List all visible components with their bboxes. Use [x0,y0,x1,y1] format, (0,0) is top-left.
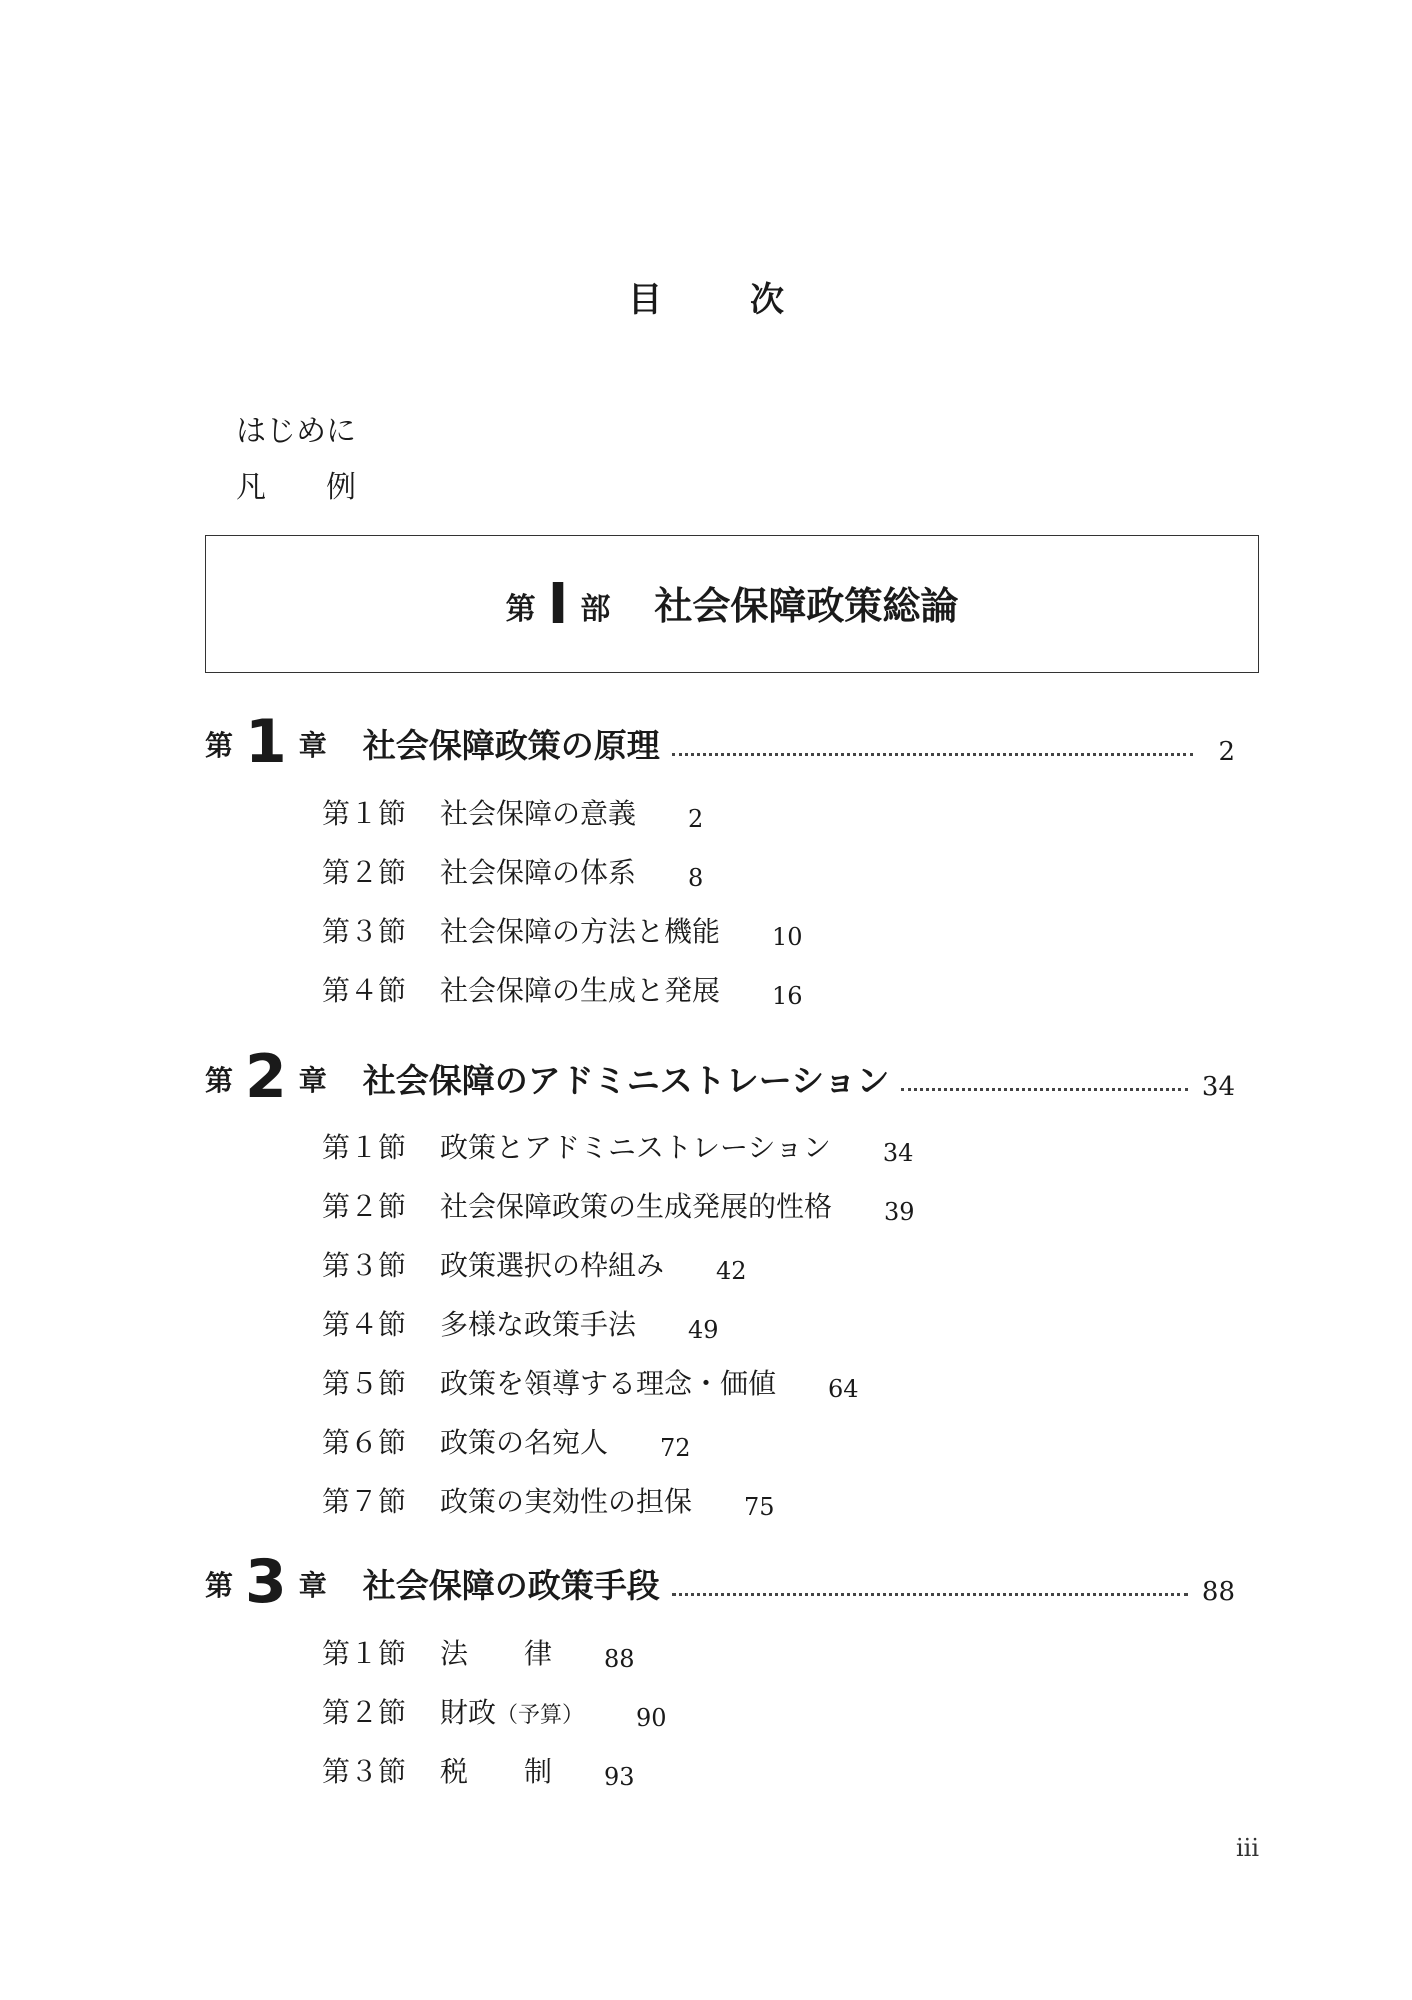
chapter-prefix: 第 [205,1569,234,1602]
section-page: 2 [688,805,704,833]
section-title: 政策とアドミニストレーション [440,1131,831,1164]
section-label: 第１節 [322,1131,407,1164]
toc-title-char-1: 目 [628,280,662,320]
section-page: 93 [604,1763,635,1791]
section-page: 10 [772,923,803,951]
chapter-title: 社会保障のアドミニストレーション [362,1061,890,1100]
section-page: 72 [660,1434,691,1462]
section-entry[interactable] [322,1364,859,1409]
chapter-prefix: 第 [205,729,234,762]
section-title: 法 律 [440,1637,553,1670]
section-entry[interactable] [322,1752,635,1797]
toc-title [0,278,1412,322]
section-entry[interactable] [322,1187,915,1232]
front-matter-legend[interactable] [236,468,356,508]
section-entry[interactable] [322,1305,719,1350]
chapter-page: 88 [1201,1577,1235,1607]
section-page: 16 [772,982,803,1010]
front-matter-label: はじめに [236,414,356,449]
section-title: 社会保障の体系 [440,856,637,889]
section-label: 第３節 [322,1249,407,1282]
section-title: 政策を領導する理念・価値 [440,1367,777,1400]
section-page: 34 [882,1139,914,1167]
chapter-suffix: 章 [298,1569,327,1602]
section-entry[interactable] [322,971,803,1016]
section-label: 第２節 [322,1696,407,1729]
toc-title-char-2: 次 [750,280,784,320]
section-label: 第６節 [322,1426,407,1459]
section-entry[interactable] [322,1246,747,1291]
section-title: 財政 [440,1696,497,1729]
chapter-3-entry[interactable] [205,1547,1235,1617]
section-entry[interactable] [322,853,703,898]
front-matter-introduction[interactable] [236,412,356,452]
section-label: 第２節 [322,856,407,889]
section-entry[interactable] [322,1693,667,1738]
front-matter-label-a: 凡 [236,470,266,505]
chapter-1-entry[interactable] [205,707,1235,777]
section-label: 第７節 [322,1485,407,1518]
section-page: 90 [636,1704,667,1732]
part-number: I [547,572,569,637]
section-page: 75 [744,1493,775,1521]
section-title: 政策の名宛人 [440,1426,609,1459]
section-title: 税 制 [440,1755,553,1788]
section-page: 88 [604,1645,635,1673]
part-heading[interactable] [206,572,1258,643]
section-title: 多様な政策手法 [440,1308,637,1341]
chapter-number: 1 [245,707,287,777]
part-name: 社会保障政策総論 [654,583,959,628]
section-title-paren: （予算） [496,1703,585,1728]
leader-dots [672,753,1193,756]
part-prefix: 第 [505,592,536,627]
section-label: 第１節 [322,797,407,830]
section-label: 第１節 [322,1637,407,1670]
chapter-suffix: 章 [298,1064,327,1097]
chapter-2-entry[interactable] [205,1042,1235,1112]
chapter-number: 3 [245,1547,287,1617]
section-label: 第４節 [322,974,407,1007]
section-label: 第３節 [322,1755,407,1788]
part-heading-box [205,535,1259,673]
section-entry[interactable] [322,1634,635,1679]
section-entry[interactable] [322,794,703,839]
section-page: 39 [884,1198,915,1226]
section-label: 第５節 [322,1367,407,1400]
front-matter-label-b: 例 [326,470,356,505]
chapter-title: 社会保障政策の原理 [362,726,660,765]
section-title: 社会保障の意義 [440,797,637,830]
section-label: 第２節 [322,1190,407,1223]
section-entry[interactable] [322,1482,775,1527]
chapter-page: 2 [1218,737,1235,767]
section-page: 8 [688,864,704,892]
chapter-page: 34 [1201,1072,1235,1102]
section-page: 42 [716,1257,747,1285]
chapter-number: 2 [245,1042,287,1112]
section-entry[interactable] [322,1423,691,1468]
chapter-title: 社会保障の政策手段 [362,1566,660,1605]
section-page: 49 [688,1316,719,1344]
section-title: 社会保障政策の生成発展的性格 [440,1190,833,1223]
section-label: 第３節 [322,915,407,948]
section-title: 政策の実効性の担保 [440,1485,693,1518]
part-suffix: 部 [580,592,611,627]
section-title: 社会保障の生成と発展 [440,974,721,1007]
section-page: 64 [828,1375,859,1403]
section-entry[interactable] [322,912,803,957]
leader-dots [672,1593,1188,1596]
section-label: 第４節 [322,1308,407,1341]
chapter-suffix: 章 [298,729,327,762]
leader-dots [901,1088,1187,1091]
page-number: iii [1236,1834,1260,1862]
section-title: 社会保障の方法と機能 [440,915,721,948]
chapter-prefix: 第 [205,1064,234,1097]
section-entry[interactable] [322,1128,913,1173]
section-title: 政策選択の枠組み [440,1249,665,1282]
